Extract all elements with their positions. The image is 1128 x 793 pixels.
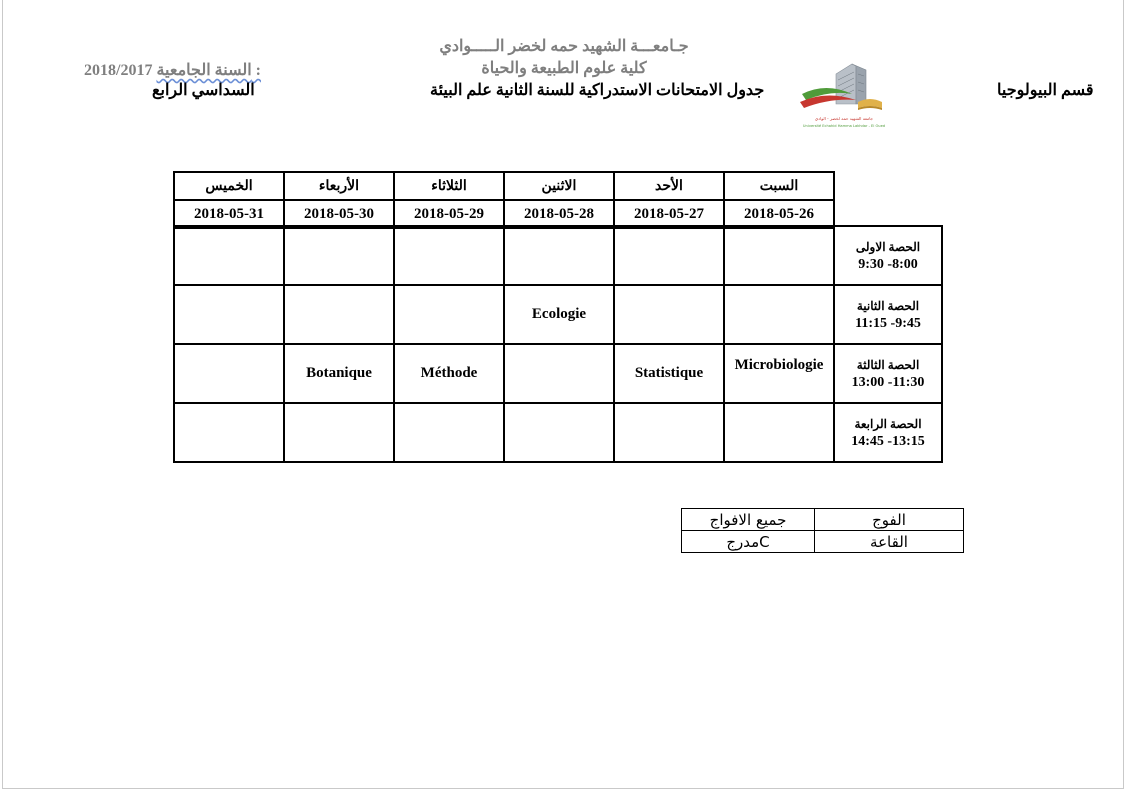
exam-cell: Microbiologie: [724, 344, 834, 403]
exam-cell: [614, 226, 724, 285]
day-date: 2018-05-29: [394, 200, 504, 228]
exam-cell: [394, 285, 504, 344]
room-value: مدرجC: [682, 531, 815, 553]
exam-cell: [724, 226, 834, 285]
logo-caption: جامعة الشهيد حمه لخضر - الوادي: [814, 116, 874, 121]
group-value: جميع الافواج: [682, 509, 815, 531]
slot-label: الحصة الاولى: [855, 239, 921, 254]
exam-schedule-table: [173, 225, 943, 463]
document-title: جدول الامتحانات الاستدراكية للسنة الثانية علم البيئة: [430, 82, 765, 99]
slot-label: الحصة الثالثة: [856, 357, 920, 372]
day-name: الاثنين: [504, 172, 614, 200]
exam-cell: [174, 226, 284, 285]
exam-cell: [284, 403, 394, 462]
time-slot: [834, 226, 942, 285]
day-name: الأحد: [614, 172, 724, 200]
exam-cell: [394, 226, 504, 285]
table-row: [174, 344, 942, 403]
day-date: 2018-05-27: [614, 200, 724, 228]
table-row: [174, 226, 942, 285]
slot-time: 14:45 -13:15: [851, 433, 925, 449]
day-names-row: [174, 172, 834, 200]
group-room-table: [681, 508, 964, 553]
table-row: [174, 285, 942, 344]
faculty-name: كلية علوم الطبيعة والحياة: [481, 60, 647, 77]
days-header-table: [173, 171, 835, 229]
exam-cell: [284, 226, 394, 285]
department-name: قسم البيولوجيا: [997, 82, 1094, 99]
exam-cell: [614, 403, 724, 462]
exam-cell: Méthode: [394, 344, 504, 403]
exam-cell: [724, 285, 834, 344]
day-name: الخميس: [174, 172, 284, 200]
academic-year-value: 2018/2017: [84, 62, 153, 79]
exam-cell: Botanique: [284, 344, 394, 403]
day-name: الأربعاء: [284, 172, 394, 200]
day-name: الثلاثاء: [394, 172, 504, 200]
day-dates-row: [174, 200, 834, 228]
academic-year: [84, 60, 261, 80]
day-date: 2018-05-28: [504, 200, 614, 228]
academic-year-label: السنة الجامعية :: [156, 62, 261, 79]
exam-cell: [174, 403, 284, 462]
university-logo-icon: [796, 60, 892, 132]
slot-time: 9:30 -8:00: [858, 256, 918, 272]
exam-cell: [174, 285, 284, 344]
time-slot: [834, 403, 942, 462]
exam-cell: Ecologie: [504, 285, 614, 344]
logo-caption-latin: Université Echahid Hamma Lakhdar - El Oued: [802, 124, 886, 128]
table-row: [682, 531, 964, 553]
exam-cell: [174, 344, 284, 403]
slot-time: 11:15 -9:45: [855, 315, 921, 331]
table-row: [682, 509, 964, 531]
day-date: 2018-05-30: [284, 200, 394, 228]
slot-label: الحصة الثانية: [856, 298, 920, 313]
day-date: 2018-05-26: [724, 200, 834, 228]
exam-cell: [394, 403, 504, 462]
slot-label: الحصة الرابعة: [854, 416, 922, 431]
exam-cell: Statistique: [614, 344, 724, 403]
slot-time: 13:00 -11:30: [851, 374, 925, 390]
exam-cell: [284, 285, 394, 344]
time-slot: [834, 285, 942, 344]
day-name: السبت: [724, 172, 834, 200]
exam-cell: [724, 403, 834, 462]
day-date: 2018-05-31: [174, 200, 284, 228]
exam-cell: [504, 403, 614, 462]
time-slot: [834, 344, 942, 403]
exam-cell: [504, 344, 614, 403]
room-label: القاعة: [815, 531, 964, 553]
university-name: جـامعـــة الشهيد حمه لخضر الـــــوادي: [439, 38, 689, 55]
semester: السداسي الرابع: [152, 82, 255, 99]
exam-cell: [504, 226, 614, 285]
group-label: الفوج: [815, 509, 964, 531]
exam-cell: [614, 285, 724, 344]
table-row: [174, 403, 942, 462]
